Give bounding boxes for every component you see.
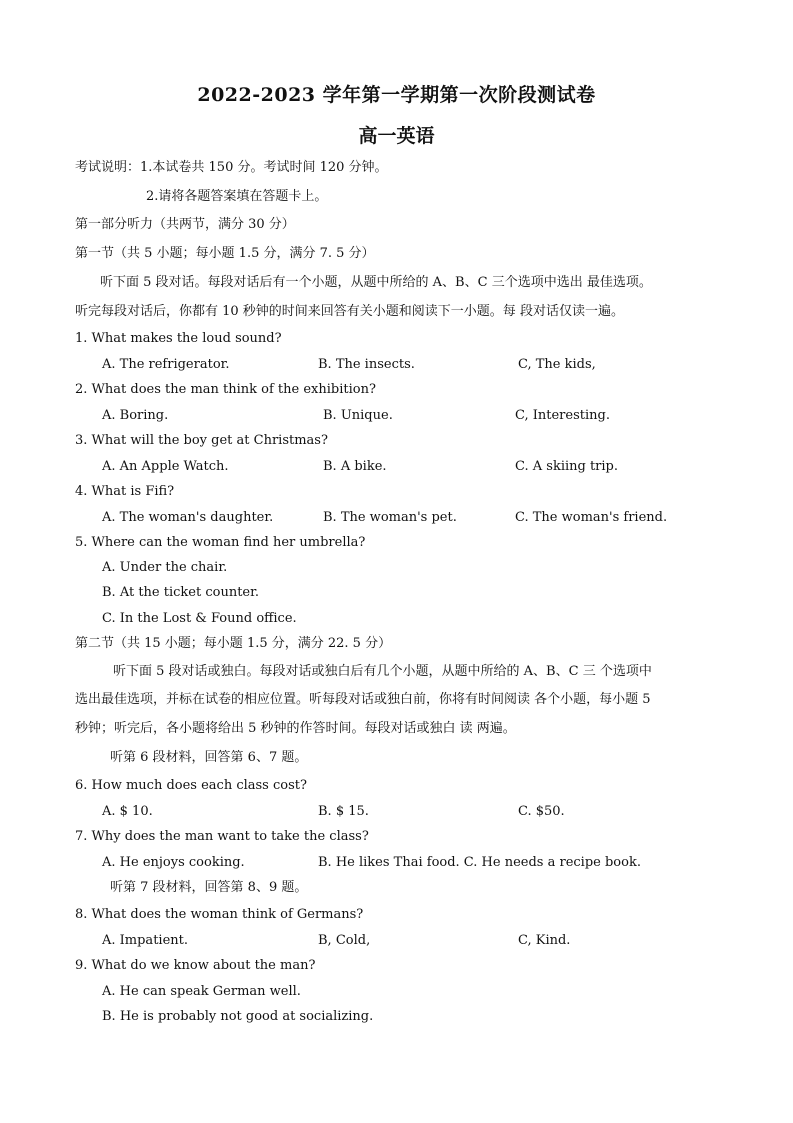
q7-option-b-c: B. He likes Thai food. C. He needs a recipe book. — [318, 855, 641, 870]
q9-option-a: A. He can speak German well. — [102, 984, 301, 999]
q6-option-b: B. $ 15. — [318, 804, 369, 819]
q8-option-c: C, Kind. — [518, 933, 571, 948]
question-7: 7. Why does the man want to take the class? — [75, 829, 369, 844]
question-5: 5. Where can the woman find her umbrella? — [75, 535, 366, 550]
q7-option-a: A. He enjoys cooking. — [102, 855, 245, 870]
q1-option-b: B. The insects. — [318, 357, 415, 372]
q8-option-b: B, Cold, — [318, 933, 371, 948]
section1-desc-line-2: 听完每段对话后，你都有 10 秒钟的时间来回答有关小题和阅读下一小题。每 段对话仅读一遍。 — [75, 304, 624, 319]
q4-option-a: A. The woman's daughter. — [102, 510, 274, 525]
q8-option-a: A. Impatient. — [102, 933, 188, 948]
q1-option-c: C, The kids, — [518, 357, 596, 372]
question-2: 2. What does the man think of the exhibition? — [75, 382, 376, 397]
section2-heading: 第二节（共 15 小题；每小题 1.5 分，满分 22. 5 分） — [75, 636, 392, 651]
material-6-note: 听第 6 段材料，回答第 6、7 题。 — [110, 750, 308, 765]
q3-option-a: A. An Apple Watch. — [102, 459, 229, 474]
question-6: 6. How much does each class cost? — [75, 778, 307, 793]
q2-option-a: A. Boring. — [102, 408, 169, 423]
question-3: 3. What will the boy get at Christmas? — [75, 433, 328, 448]
instructions-line-2: 2.请将各题答案填在答题卡上。 — [146, 189, 328, 204]
section2-desc-line-3: 秒钟；听完后，各小题将给出 5 秒钟的作答时间。每段对话或独白 读 两遍。 — [75, 721, 516, 736]
q2-option-b: B. Unique. — [323, 408, 393, 423]
q5-option-b: B. At the ticket counter. — [102, 585, 260, 600]
q5-option-c: C. In the Lost & Found office. — [102, 611, 297, 626]
exam-subtitle: 高一英语 — [358, 125, 435, 147]
question-8: 8. What does the woman think of Germans? — [75, 907, 364, 922]
q4-option-c: C. The woman's friend. — [515, 510, 668, 525]
section2-desc-line-2: 选出最佳选项，并标在试卷的相应位置。听每段对话或独白前，你将有时间阅读 各个小题，每小题 5 — [75, 692, 651, 707]
exam-title: 2022-2023 学年第一学期第一次阶段测试卷 — [197, 84, 596, 106]
section2-desc-line-1: 听下面 5 段对话或独白。每段对话或独白后有几个小题，从题中所给的 A、B、C 三 个选项中 — [113, 664, 652, 679]
q6-option-c: C. $50. — [518, 804, 565, 819]
q6-option-a: A. $ 10. — [102, 804, 153, 819]
material-7-note: 听第 7 段材料，回答第 8、9 题。 — [110, 880, 308, 895]
section1-desc-line-1: 听下面 5 段对话。每段对话后有一个小题，从题中所给的 A、B、C 三个选项中选出 最佳选项。 — [100, 275, 652, 290]
instructions-line-1: 考试说明：1.本试卷共 150 分。考试时间 120 分钟。 — [75, 160, 388, 175]
q4-option-b: B. The woman's pet. — [323, 510, 457, 525]
q1-option-a: A. The refrigerator. — [102, 357, 230, 372]
question-1: 1. What makes the loud sound? — [75, 331, 282, 346]
part1-heading: 第一部分听力（共两节，满分 30 分） — [75, 217, 295, 232]
question-9: 9. What do we know about the man? — [75, 958, 316, 973]
q3-option-b: B. A bike. — [323, 459, 387, 474]
q5-option-a: A. Under the chair. — [102, 560, 228, 575]
q9-option-b: B. He is probably not good at socializing. — [102, 1009, 374, 1024]
question-4: 4. What is Fifi? — [75, 484, 175, 499]
section1-heading: 第一节（共 5 小题；每小题 1.5 分，满分 7. 5 分） — [75, 246, 375, 261]
q3-option-c: C. A skiing trip. — [515, 459, 619, 474]
q2-option-c: C, Interesting. — [515, 408, 610, 423]
